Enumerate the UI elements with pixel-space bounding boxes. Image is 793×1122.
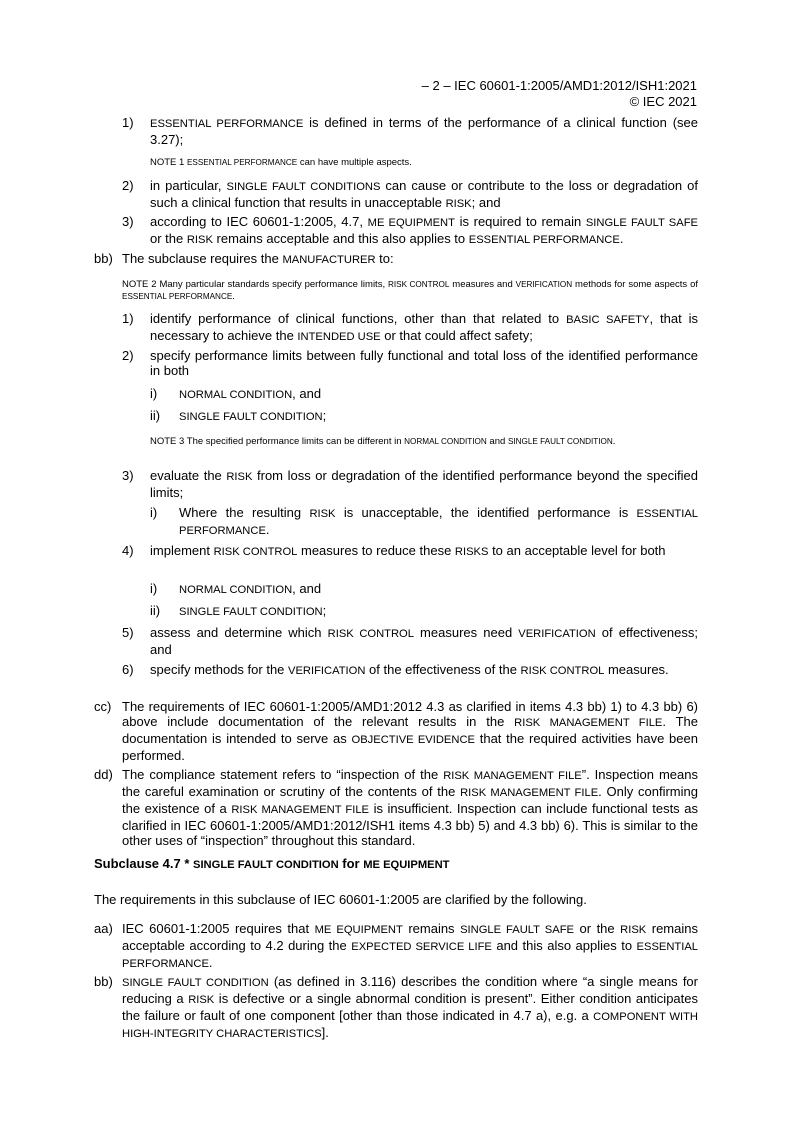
text-run: remains (402, 921, 461, 936)
text-run: specify performance limits between fully functional and total loss of the identified performance in both (150, 348, 698, 378)
text-run: ]. (321, 1025, 329, 1040)
subitem-label: i) (150, 386, 158, 401)
text-run: . (208, 955, 213, 970)
item-label: 6) (122, 662, 134, 677)
text-run: according to IEC 60601-1:2005, 4.7, (150, 214, 368, 229)
term: VERIFICATION (288, 665, 366, 677)
text-run: specify methods for the (150, 662, 289, 677)
text-run: is insufficient. Inspection can include functional tests as clarified in IEC 60601-1:2005/AMD1:2012/ISH1 items 4.3 bb) 5) and 4.3 bb) 6). This is similar to the other uses of “inspection” throughout this standard. (122, 801, 698, 848)
item-label: dd) (94, 767, 113, 782)
item-label: 1) (122, 311, 134, 326)
term: SINGLE FAULT CONDITIONS (226, 181, 381, 193)
term: NORMAL CONDITION (404, 437, 487, 446)
subitem-text (179, 581, 698, 598)
term: RISK MANAGEMENT FILE (460, 787, 599, 799)
term: OBJECTIVE EVIDENCE (351, 734, 475, 746)
page-header (422, 78, 697, 110)
term: SINGLE FAULT CONDITION (179, 606, 323, 618)
text-run: is required to remain (454, 214, 586, 229)
item-aa-text (122, 921, 698, 972)
text-run: to an acceptable level for both (488, 543, 666, 558)
term: ESSENTIAL PERFORMANCE (122, 941, 699, 970)
term: BASIC SAFETY (566, 314, 650, 326)
text-run: that the required activities have been performed. (122, 731, 698, 763)
text-run: ; and (471, 195, 501, 210)
term: RISK (188, 994, 215, 1006)
text-run: or that could affect safety; (380, 328, 533, 343)
term: ESSENTIAL PERFORMANCE (122, 292, 233, 301)
subitem-text (179, 386, 698, 403)
subitem-label: ii) (150, 603, 161, 618)
item-label: 4) (122, 543, 134, 558)
item-label: 3) (122, 468, 134, 483)
text-run: (as defined in 3.116) describes the condition where “a single means for reducing a (122, 974, 698, 1006)
text-run: . (619, 231, 624, 246)
text-run: , that is necessary to achieve the (150, 311, 698, 343)
subitem-label: ii) (150, 408, 161, 423)
subitem-label: i) (150, 581, 158, 596)
text-run: ; (322, 603, 327, 618)
text-run: or the (573, 921, 621, 936)
text-run: . (232, 291, 235, 302)
term: MANUFACTURER (282, 254, 376, 266)
text-run: can have multiple aspects. (297, 157, 412, 168)
text-run: evaluate the (150, 468, 227, 483)
text-run: or the (150, 231, 187, 246)
text-run: and (486, 436, 508, 447)
text-run: NOTE 3 The specified performance limits can be different in (150, 436, 405, 447)
term: INTENDED USE (297, 331, 381, 343)
term: RISK (226, 471, 253, 483)
text-run: remains acceptable and this also applies to (212, 231, 469, 246)
term: RISK MANAGEMENT FILE (231, 804, 369, 816)
term: SINGLE FAULT CONDITION (507, 437, 613, 446)
term: ME EQUIPMENT (363, 859, 450, 871)
text-run: . (265, 522, 270, 537)
text-run: remains acceptable according to 4.2 during the (122, 921, 698, 953)
text-run: of effectiveness; and (150, 625, 698, 657)
text-run: ”. Inspection means the careful examination or scrutiny of the contents of the (122, 767, 698, 799)
text-run: can cause or contribute to the loss or degradation of such a clinical function that results in unacceptable (150, 178, 698, 210)
text-run: is defined in terms of the performance of a clinical function (see 3.27); (150, 115, 698, 147)
text-run: is defective or a single abnormal condition is present”. Either condition anticipates the failure or fault of one component [other than those indicated in 4.7 a), e.g. a (122, 991, 698, 1023)
item-label: 2) (122, 348, 134, 363)
text-run: NOTE 1 (150, 157, 187, 168)
term: RISK (309, 508, 336, 520)
term: RISK CONTROL (387, 280, 450, 289)
text-run: NOTE 2 Many particular standards specify performance limits, (122, 279, 388, 290)
item-label: aa) (94, 921, 113, 936)
text-run: and this also applies to (491, 938, 637, 953)
item-label: bb) (94, 251, 113, 266)
note-3 (150, 436, 698, 448)
item-bb-6-text (150, 662, 698, 679)
term: SINGLE FAULT CONDITION (193, 859, 339, 871)
term: RISK MANAGEMENT FILE (514, 717, 663, 729)
text-run: assess and determine which (150, 625, 328, 640)
text-run: measures and (449, 279, 516, 290)
term: NORMAL CONDITION (179, 584, 293, 596)
term: ME EQUIPMENT (367, 217, 455, 229)
term: VERIFICATION (515, 280, 573, 289)
item-bb-1-text (150, 311, 698, 345)
text-run: is unacceptable, the identified performance is (335, 505, 637, 520)
text-run: , and (292, 386, 322, 401)
header-line-2: © IEC 2021 (629, 94, 697, 109)
text-run: IEC 60601-1:2005 requires that (122, 921, 315, 936)
term: ESSENTIAL PERFORMANCE (150, 118, 304, 130)
term: RISK MANAGEMENT FILE (443, 770, 582, 782)
text-run: The subclause requires the (122, 251, 283, 266)
term: RISK CONTROL (213, 546, 298, 558)
term: RISK CONTROL (520, 665, 605, 677)
text-run: . Only confirming the existence of a (122, 784, 698, 816)
text-run: of the effectiveness of the (365, 662, 521, 677)
text-run: , and (292, 581, 322, 596)
item-label: 5) (122, 625, 134, 640)
text-run: Where the resulting (179, 505, 310, 520)
subitem-label: i) (150, 505, 158, 520)
text-run: identify performance of clinical functions, other than that related to (150, 311, 567, 326)
item-label: 2) (122, 178, 134, 193)
item-bb-2-text (150, 348, 698, 378)
note-1 (150, 157, 698, 169)
term: ME EQUIPMENT (314, 924, 403, 936)
text-run: in particular, (150, 178, 227, 193)
term: COMPONENT WITH HIGH-INTEGRITY CHARACTERISTICS (122, 1011, 698, 1040)
text-run: ; (322, 408, 327, 423)
term: RISK (186, 234, 213, 246)
text-run: measures need (413, 625, 519, 640)
text-run: . The documentation is intended to serve as (122, 714, 698, 746)
subclause-intro: The requirements in this subclause of IEC 60601-1:2005 are clarified by the following. (94, 892, 587, 907)
item-bb-5-text (150, 625, 698, 657)
term: RISK CONTROL (327, 628, 414, 640)
term: SINGLE FAULT CONDITION (122, 977, 269, 989)
item-cc-text (122, 699, 698, 763)
term: VERIFICATION (518, 628, 596, 640)
item-3-text (150, 214, 698, 248)
subitem-text (179, 408, 698, 425)
text-run: Subclause 4.7 * (94, 856, 193, 871)
term: SINGLE FAULT SAFE (585, 217, 698, 229)
text-run: for (338, 856, 364, 871)
text-run: implement (150, 543, 214, 558)
term: RISKS (454, 546, 489, 558)
item-2-text (150, 178, 698, 212)
term: ESSENTIAL PERFORMANCE (186, 158, 298, 167)
item-bb-4-text (150, 543, 698, 560)
subitem-text (179, 603, 698, 620)
item-label: bb) (94, 974, 113, 989)
text-run: The requirements of IEC 60601-1:2005/AMD1:2012 4.3 as clarified in items 4.3 bb) 1) to 4.3 bb) 6) above include documentation of the relevant results in the (122, 699, 698, 729)
term: SINGLE FAULT SAFE (460, 924, 574, 936)
item-bb-3-text (150, 468, 698, 500)
item-dd-text (122, 767, 698, 848)
note-2 (122, 279, 698, 303)
term: RISK (620, 924, 647, 936)
item-label: 3) (122, 214, 134, 229)
text-run: The compliance statement refers to “inspection of the (122, 767, 444, 782)
term: RISK (445, 198, 472, 210)
text-run: . (612, 436, 616, 447)
text-run: measures to reduce these (297, 543, 455, 558)
subclause-heading (94, 856, 450, 873)
term: NORMAL CONDITION (179, 389, 293, 401)
header-line-1: – 2 – IEC 60601-1:2005/AMD1:2012/ISH1:2021 (421, 78, 697, 93)
term: SINGLE FAULT CONDITION (179, 411, 323, 423)
text-run: to: (375, 251, 394, 266)
term: ESSENTIAL PERFORMANCE (468, 234, 620, 246)
subitem-text (179, 505, 698, 539)
text-run: methods for some aspects of (572, 279, 698, 290)
item-bb-47-text (122, 974, 698, 1042)
text-run: measures. (604, 662, 669, 677)
item-bb-text (122, 251, 698, 268)
term: EXPECTED SERVICE LIFE (351, 941, 492, 953)
term: ESSENTIAL PERFORMANCE (179, 508, 698, 537)
item-1-text (150, 115, 698, 147)
item-label: cc) (94, 699, 112, 714)
text-run: from loss or degradation of the identified performance beyond the specified limits; (150, 468, 698, 500)
item-label: 1) (122, 115, 134, 130)
